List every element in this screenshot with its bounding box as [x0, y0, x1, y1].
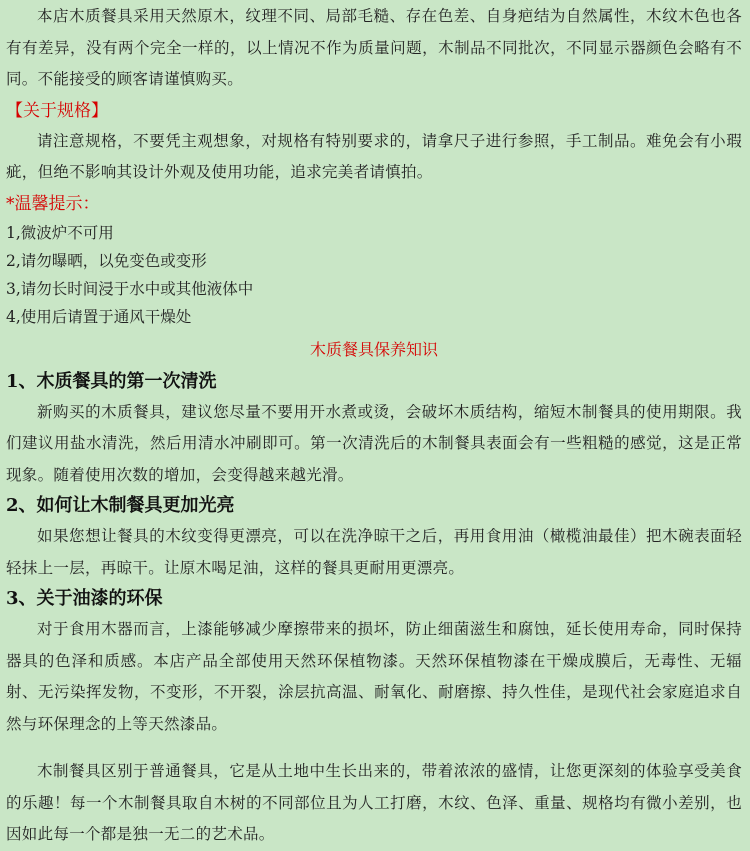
closing-paragraph: 木制餐具区别于普通餐具，它是从土地中生长出来的，带着浓浓的盛情，让您更深刻的体验享受美食的乐趣！每一个木制餐具取自木树的不同部位且为人工打磨，木纹、色泽、重量、规格均有微小差别，也因如此每一个都是独一无二的艺术品。	[6, 762, 742, 843]
care-section-paragraph: 如果您想让餐具的木纹变得更漂亮，可以在洗净晾干之后，再用食用油（橄榄油最佳）把木碗表面轻轻抹上一层，再晾干。让原木喝足油，这样的餐具更耐用更漂亮。	[6, 527, 742, 577]
care-section-1	[6, 367, 742, 492]
tips-title: *温馨提示：	[6, 193, 100, 214]
tips-item-1: 1,微波炉不可用	[6, 223, 114, 242]
care-section-heading: 3、关于油漆的环保	[6, 588, 163, 609]
tips-item-3: 3,请勿长时间浸于水中或其他液体中	[6, 279, 254, 298]
care-section-3	[6, 584, 742, 740]
care-knowledge-title: 木质餐具保养知识	[309, 339, 438, 359]
tips-item-4: 4,使用后请置于通风干燥处	[6, 307, 192, 326]
tips-item-2: 2,请勿曝晒，以免变色或变形	[6, 251, 207, 270]
tips-list	[6, 219, 742, 331]
care-section-paragraph: 对于食用木器而言，上漆能够减少摩擦带来的损坏，防止细菌滋生和腐蚀，延长使用寿命，同时保持器具的色泽和质感。本店产品全部使用天然环保植物漆。天然环保植物漆在干燥成膜后，无毒性、无辐射、无污染挥发物，不变形，不开裂，涂层抗高温、耐氧化、耐磨擦、持久性佳，是现代社会家庭追求自然与环保理念的上等天然漆品。	[6, 620, 742, 733]
intro-paragraph: 本店木质餐具采用天然原木，纹理不同、局部毛糙、存在色差、自身疤结为自然属性，木纹木色也各有有差异，没有两个完全一样的，以上情况不作为质量问题，木制品不同批次，不同显示器颜色会略有不同。不能接受的顾客请谨慎购买。	[6, 7, 742, 88]
care-section-2	[6, 491, 742, 584]
specs-title: 【关于规格】	[6, 100, 108, 121]
care-section-heading: 2、如何让木制餐具更加光亮	[6, 495, 235, 516]
care-section-paragraph: 新购买的木质餐具，建议您尽量不要用开水煮或烫，会破坏木质结构，缩短木制餐具的使用期限。我们建议用盐水清洗，然后用清水冲刷即可。第一次清洗后的木制餐具表面会有一些粗糙的感觉，这是正常现象。随着使用次数的增加，会变得越来越光滑。	[6, 402, 742, 484]
specs-paragraph: 请注意规格，不要凭主观想象，对规格有特别要求的，请拿尺子进行参照，手工制品。难免会有小瑕疵，但绝不影响其设计外观及使用功能，追求完美者请慎拍。	[6, 131, 742, 181]
section-divider-space	[6, 740, 742, 756]
care-section-heading: 1、木质餐具的第一次清洗	[6, 370, 217, 392]
